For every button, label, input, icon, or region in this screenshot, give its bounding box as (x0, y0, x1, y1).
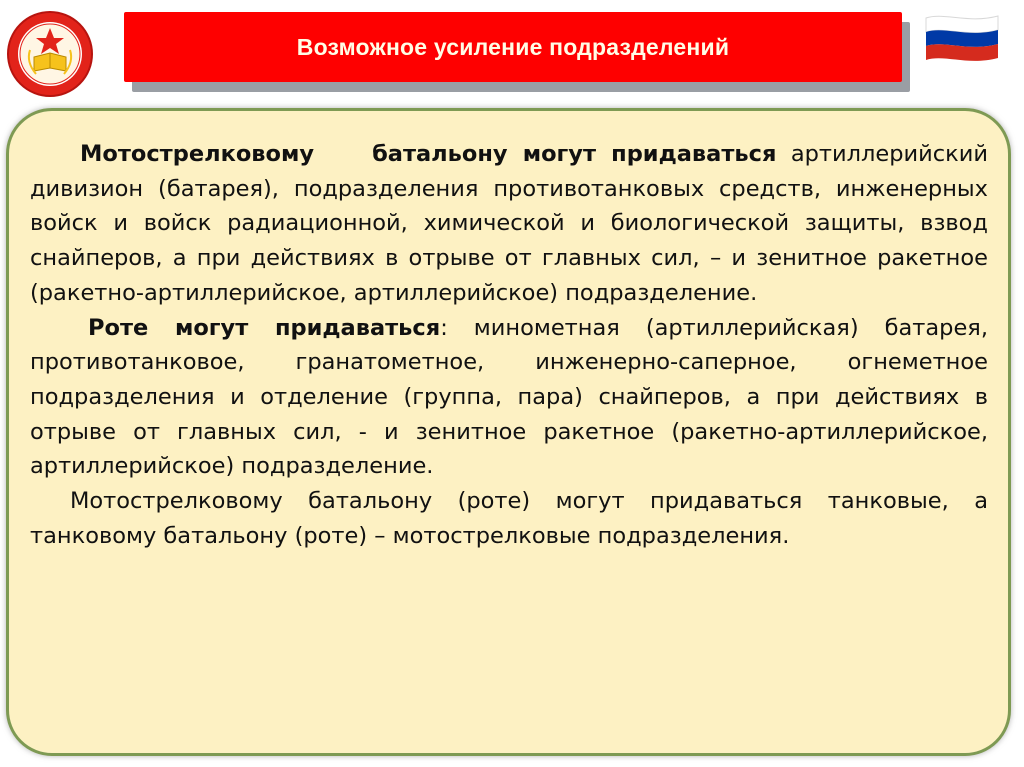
company-lead: Роте могут придаваться (88, 314, 441, 341)
battalion-lead-rest: батальону могут придаваться (372, 141, 777, 167)
company-attachments: : минометная (артиллерийская) батарея, противотанковое, гранатометное, инженерно-саперное, огнеметное подразделения и отделение (группа, пара) снайперов, а при действиях в отрыве от главных сил, - и зенитное ракетное (ракетно-артиллерийское, артиллерийское) подразделение. (30, 314, 988, 480)
title-bar (124, 12, 902, 82)
russian-flag-icon (922, 12, 1002, 64)
paragraph-tank (30, 484, 988, 553)
paragraph-company (30, 311, 988, 485)
content-text (30, 137, 988, 553)
page-title: Возможное усиление подразделений (296, 33, 730, 60)
military-academy-emblem-icon (6, 10, 94, 98)
tank-attachments: Мотострелковому батальону (роте) могут придаваться танковые, а танковому батальону (роте) – мотострелковые подразделения. (30, 488, 988, 549)
battalion-attachments: артиллерийский дивизион (батарея), подразделения противотанковых средств, инженерных войск и войск радиационной, химической и биологической защиты, взвод снайперов, а при действиях в отрыве от главных сил, – и зенитное ракетное (ракетно-артиллерийское, артиллерийское) подразделение. (30, 141, 989, 306)
paragraph-battalion (30, 137, 988, 311)
battalion-lead: Мотострелковому (80, 141, 315, 167)
